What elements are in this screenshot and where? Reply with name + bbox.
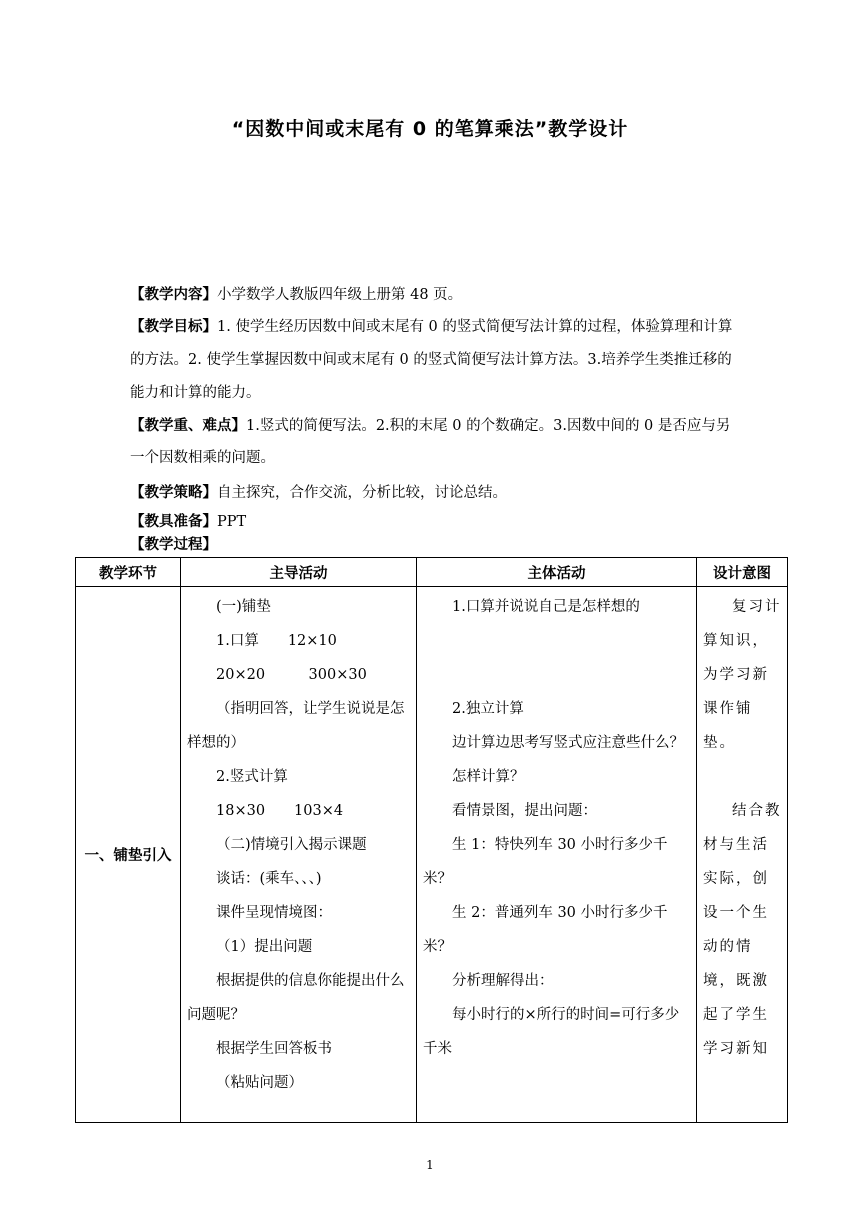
lead-line: （指明回答，让学生说说是怎样想的） (187, 701, 405, 751)
teaching-tools (130, 510, 740, 534)
main-line: 看情景图，提出问题： (452, 803, 597, 819)
main-line: 1.口算并说说自己是怎样想的 (452, 599, 640, 615)
header-design-intent: 设计意图 (697, 558, 788, 587)
lead-line: （二)情境引入揭示课题 (216, 837, 367, 853)
main-line: 2.独立计算 (452, 701, 524, 717)
lead-line: 根据提供的信息你能提出什么问题呢？ (187, 973, 405, 1023)
key-label: 【教学重、难点】 (130, 418, 246, 434)
teaching-strategy (130, 481, 740, 505)
strategy-label: 【教学策略】 (130, 485, 217, 501)
key-text: 1.竖式的简便写法。2.积的末尾 0 的个数确定。3.因数中间的 0 是否应与另一个因数相乘的问题。 (130, 418, 731, 466)
document-title: “因数中间或末尾有 0 的笔算乘法”教学设计 (231, 118, 629, 140)
teaching-process (130, 533, 740, 557)
content-text: 小学数学人教版四年级上册第 48 页。 (217, 287, 463, 303)
process-label: 【教学过程】 (130, 537, 217, 553)
header-main-activity: 主体活动 (417, 558, 697, 587)
header-lead-activity: 主导活动 (181, 558, 417, 587)
header-stage: 教学环节 (76, 558, 181, 587)
lead-activity-cell (181, 587, 417, 1123)
main-activity-content (417, 587, 696, 1066)
intent-paragraph: 结合教材与生活实际，创设一个生动的情境，既激起了学生学习新知 (703, 803, 782, 1057)
teaching-key-points (130, 410, 740, 474)
tools-label: 【教具准备】 (130, 514, 217, 530)
main-activity-cell (417, 587, 697, 1123)
lead-line: 1.口算 12×10 (216, 633, 337, 649)
main-line: 分析理解得出： (452, 973, 554, 989)
main-line: 生 2：普通列车 30 小时行多少千米？ (423, 905, 668, 955)
lead-line: 课件呈现情境图： (216, 905, 332, 921)
goals-text: 1. 使学生经历因数中间或末尾有 0 的竖式简便写法计算的过程，体验算理和计算的方法。2. 使学生掌握因数中间或末尾有 0 的竖式简便写法计算方法。3.培养学生类推迁移的能力和计算的能力。 (130, 319, 733, 401)
lead-line: 2.竖式计算 (216, 769, 288, 785)
lead-line: 根据学生回答板书 (216, 1041, 332, 1057)
design-intent-cell (697, 587, 788, 1123)
strategy-text: 自主探究，合作交流，分析比较，讨论总结。 (217, 485, 507, 501)
main-line: 生 1：特快列车 30 小时行多少千米？ (423, 837, 668, 887)
main-line: 怎样计算？ (452, 769, 525, 785)
main-line: 边计算边思考写竖式应注意些什么？ (452, 735, 684, 751)
teaching-content (130, 283, 740, 307)
design-intent-content (697, 587, 787, 1066)
table-row (76, 587, 788, 1123)
goals-label: 【教学目标】 (130, 319, 217, 335)
teaching-goals (130, 311, 740, 410)
intent-paragraph: 复习计算知识，为学习新课作铺垫。 (703, 599, 782, 751)
lead-line: （1）提出问题 (216, 939, 313, 955)
page-number: 1 (426, 1158, 434, 1172)
content-label: 【教学内容】 (130, 287, 217, 303)
lead-line: (一)铺垫 (216, 599, 271, 615)
lead-line: （粘贴问题） (216, 1075, 303, 1091)
tools-text: PPT (217, 514, 247, 530)
lesson-process-table (75, 557, 788, 1123)
lead-line: 谈话：(乘车、、、) (216, 871, 322, 887)
stage-cell: 一、铺垫引入 (76, 587, 181, 1123)
lead-activity-content (181, 587, 416, 1100)
lead-line: 20×20 300×30 (216, 667, 367, 683)
table-header-row (76, 558, 788, 587)
main-line: 每小时行的×所行的时间=可行多少千米 (423, 1007, 680, 1057)
lead-line: 18×30 103×4 (216, 803, 344, 819)
